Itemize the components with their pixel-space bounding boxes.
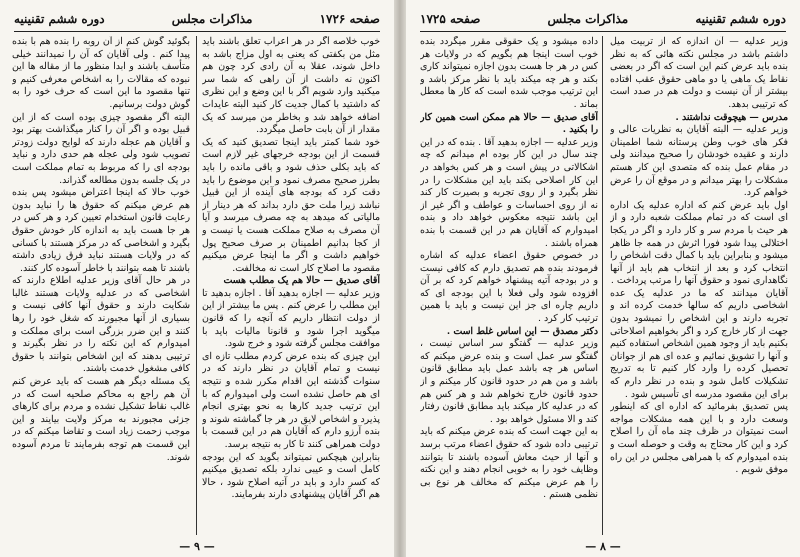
speaker-line: آقای صدیق — حالا هم یک مطلب هست	[223, 275, 380, 287]
paragraph: وزیر عدلیه — گفتگو سر اساس نیست ، گفتگو سر عمل است و بنده عرض میکنم که اساس هر چه باشد عمل باید مطابق قانون باشد و من هم در حدود قانون کار میکنم و از حدود قانون خارج نخواهم شد و هر کس هم که در عدلیه کار میکند باید مطابق قانون رفتار کند و الا مسئول خواهد بود .	[420, 338, 598, 425]
left-page-right-column	[202, 36, 380, 535]
left-page	[0, 0, 394, 557]
left-page-left-column	[12, 36, 190, 535]
right-page-title: مذاکرات مجلس	[547, 12, 629, 26]
paragraph: این چیزی که بنده عرض کردم مطلب تازه ای نیست و تمام آقایان در نظر دارند که در سنوات گذشته این اقدام مکرر شده و نتیجه ای هم حاصل نشده است ولی امیدوارم که با این ترتیب جدید کارها به نحو بهتری انجام پذیرد و اشخاص لایق در هر جا گماشته شوند و بنده آرزو دارم که آقایان هم در این قسمت با دولت همراهی کنند تا کار به نتیجه برسد.	[202, 350, 380, 450]
paragraph: اول باید عرض کنم که اداره عدلیه یک اداره ای است که در تمام مملکت شعبه دارد و از هر حیث با مردم سر و کار دارد و اگر در یکجا اختلالی پیدا شود فورا اثرش در همه جا ظاهر میشود و بنابراین باید با کمال دقت اشخاص را انتخاب کرد و بعد از انتخاب هم باید از آنها نگاهداری نمود و حقوق آنها را مرتب پرداخت .	[610, 199, 788, 287]
paragraph: بگوئید گوش کنم از آن روبه را بنده هم با بنده پیدا کنم . ولی آقایان که آن را نمیدانند خیلی متأسف باشند و ابدا منظور ما از مقاله ها این نبوده که مقالات را به اشخاص معرفی کنیم و تنها مقصود ما این است که حرف خود را به گوش دولت برسانیم.	[12, 36, 190, 110]
right-page-right-column	[610, 36, 788, 535]
header-rule	[420, 31, 786, 32]
left-page-header	[14, 8, 380, 30]
right-page-footer: — ۸ —	[585, 540, 621, 553]
book-gutter	[394, 0, 406, 557]
right-page-left-column	[420, 36, 598, 535]
paragraph: یک مسئله دیگر هم هست که باید عرض کنم آن هم راجع به محاکم صلحیه است که در غالب نقاط تشکیل نشده و مردم برای کارهای جزئی مجبورند به مرکز ولایت بیایند و این موجب زحمت زیاد است و تقاضا میکنم که در این قسمت هم توجه بفرمایند تا مردم آسوده شوند.	[12, 376, 190, 463]
paragraph: در هر حال آقای وزیر عدلیه اطلاع دارند که اشخاصی که در عدلیه ولایات هستند غالبا شکایت دارند و حقوق آنها کافی نیست و بسیاری از آنها مجبورند که شغل خود را رها کنند و این ضرر بزرگی است برای مملکت و امیدوارم که این نکته را در نظر بگیرند و ترتیبی بدهند که این اشخاص بتوانند با حقوق کافی مشغول خدمت باشند.	[12, 275, 190, 375]
right-page-number: صفحه ۱۷۲۵	[420, 12, 481, 26]
speaker-line: مدرس — هیچوقت نداشتند .	[675, 111, 788, 123]
right-page	[406, 0, 800, 557]
paragraph: خود شما کمتر باید اینجا تصدیق کنید که یک قسمت از این بودجه خرجهای غیر لازم است که باید بکلی حذف شود و باقی مانده را باید بطرز صحیح مصرف نمود و این موضوع را باید دقت کرد که بودجه های آینده از این قبیل نباشد زیرا ملت حق دارد بداند که هر دینار از مالیاتی که میدهد به چه مصرف میرسد و آیا آن مصرف به صلاح مملکت هست یا نیست و از کجا بدانیم اطمینان بر صرف صحیح پول خواهیم داشت و اگر ما اینجا عرض میکنیم مقصود ما اصلاح کار است نه مخالفت.	[202, 136, 380, 274]
speaker-line: دکتر مصدق — این اساس غلط است .	[446, 325, 598, 337]
column-divider	[196, 36, 197, 535]
paragraph: وزیر عدلیه — البته آقایان به نظریات عالی و فکر های خوب وطن پرستانه شما اطمینان دارند و عقیده خودشان را صحیح میدانند ولی در مقام عمل بنده که متصدی این کار هستم مشکلات را بهتر میدانم و در موقع آن را عرض خواهم کرد.	[610, 124, 788, 199]
paragraph: داده میشود و یک حقوقی مقرر میگردد بنده خوب است اینجا هم بگویم که در ولایات هر کس در هر جا هست بدون اجازه نمیتواند کاری بکند و هر چه میکند باید با نظر مرکز باشد و این ترتیب موجب شده است که کار ها معطل بماند .	[420, 36, 598, 110]
left-page-number: صفحه ۱۷۲۶	[319, 12, 380, 26]
left-page-session: دوره ششم تقنینیه	[14, 12, 105, 26]
paragraph: در خصوص حقوق اعضاء عدلیه که اشاره فرمودند بنده هم تصدیق دارم که کافی نیست و در بودجه آتیه پیشنهاد خواهم کرد که بر آن افزوده شود ولی فعلا با این بودجه ای که داریم چاره ای جز این نیست و باید با همین ترتیب کار کرد .	[420, 250, 598, 325]
paragraph: بنابراین هیچکس نمیتواند بگوید که این بودجه کامل است و عیبی ندارد بلکه تصدیق میکنیم که کسر دارد و باید در آتیه اصلاح شود ، حالا هم اگر آقایان پیشنهادی دارند بفرمایند.	[202, 451, 380, 501]
paragraph: وزیر عدلیه — اجازه بدهید آقا . بنده که در این چند سال در این کار بوده ام میدانم که چه اشکالاتی در پیش است و هر کس بخواهد در این کار اصلاحی بکند باید این مشکلات را در نظر بگیرد و از روی تجربه و بصیرت کار کند نه از روی احساسات و عواطف و اگر غیر از این باشد نتیجه معکوس خواهد داد و بنده امیدوارم که آقایان هم در این قسمت با بنده همراه باشند .	[420, 136, 598, 249]
paragraph: البته اگر مقصود چیزی بوده است که از این قبیل بوده و اگر آن را کنار میگذاشت بهتر بود و آقایان هم عجله دارند که لوایح دولت زودتر تصویب شود ولی عجله هم حدی دارد و نباید بودجه ای را که مربوط به تمام مملکت است در یک جلسه بدون مطالعه گذراند.	[12, 111, 190, 186]
header-rule	[14, 31, 380, 32]
left-page-title: مذاکرات مجلس	[171, 12, 253, 26]
column-divider	[602, 36, 603, 535]
paragraph: خوب خلاصه آگر در هر اعراب تعلق باشند باید مثل من بکفتی که یعنی به اول مزاج باشد به داخل شوند، عقلا به آن رادی کرد چون هم اکنون نه داشت از آن راهی که شما سر میکنید وارد شویم اگر با این وضع و این نظری که داشتید با کمال جدیت کار کنید البته عایدات اضافه خواهد شد و بخاطر من میرسد که یک مقدار از آن بابت حاصل میگردد.	[202, 36, 380, 136]
paragraph: آقایان میدانند که ما در عدلیه یک عده اشخاصی داریم که سالها خدمت کرده اند و تجربه دارند و این اشخاص را نمیشود بدون جهت از کار خارج کرد و اگر بخواهیم اصلاحاتی بکنیم باید از وجود همین اشخاص استفاده کنیم و آنها را تشویق نمائیم و عده ای هم از جوانان تحصیل کرده را وارد کار کنیم تا به تدریج تشکیلات کامل شود و بنده در نظر دارم که برای این مقصود مدرسه ای تأسیس شود .	[610, 287, 788, 400]
paragraph: پس تصدیق بفرمائید که اداره ای که اینطور وسعت دارد و با این همه مشکلات مواجه است نمیتوان در ظرف چند ماه آن را اصلاح کرد و این کار محتاج به وقت و حوصله است و بنده امیدوارم که با همراهی مجلس در این راه موفق شویم .	[610, 401, 788, 476]
right-page-header	[420, 8, 786, 30]
paragraph: به این جهت است که بنده عرض میکنم که باید ترتیبی داده شود که حقوق اعضاء مرتب برسد و آنها از حیث معاش آسوده باشند تا بتوانند وظایف خود را به خوبی انجام دهند و این نکته را هم عرض میکنم که مخالف هر نوع بی نظمی هستم .	[420, 426, 598, 501]
right-page-session: دوره ششم تقنینیه	[695, 12, 786, 26]
speaker-line: آقای صدیق — حالا هم ممکن است همین کار را بکنید .	[420, 111, 598, 136]
paragraph: وزیر عدلیه — آن اندازه که از تربیت میل داشتم باشد در مجلس نکته هائی که به نظر بنده باید عرض کنم این است که اگر در بعضی نقاط یک ماهی یا دو ماهی حقوق عقب افتاده بیشتر از آن نیست و دولت هم در صدد است که ترتیبی بدهد.	[610, 36, 788, 110]
paragraph: وزیر عدلیه — اجازه بدهید آقا . اجازه بدهید تا این مطلب را عرض کنم . پس ما بیشتر از این از دولت انتظار داریم که آنچه را که قانون میگوید اجرا شود و قانونا مالیات باید با موافقت مجلس گرفته شود و خرج شود.	[202, 287, 380, 350]
paragraph: خوب حالا که اینجا اعتراض میشود پس بنده هم عرض میکنم که حقوق ها را نباید بدون رعایت قانون استخدام تعیین کرد و هر کس در هر جا هست باید به اندازه کار خودش حقوق بگیرد و اشخاصی که در مرکز هستند با کسانی که در ولایات هستند نباید فرق زیادی داشته باشند تا همه بتوانند با خاطر آسوده کار کنند.	[12, 187, 190, 274]
left-page-footer: — ۹ —	[179, 540, 215, 553]
